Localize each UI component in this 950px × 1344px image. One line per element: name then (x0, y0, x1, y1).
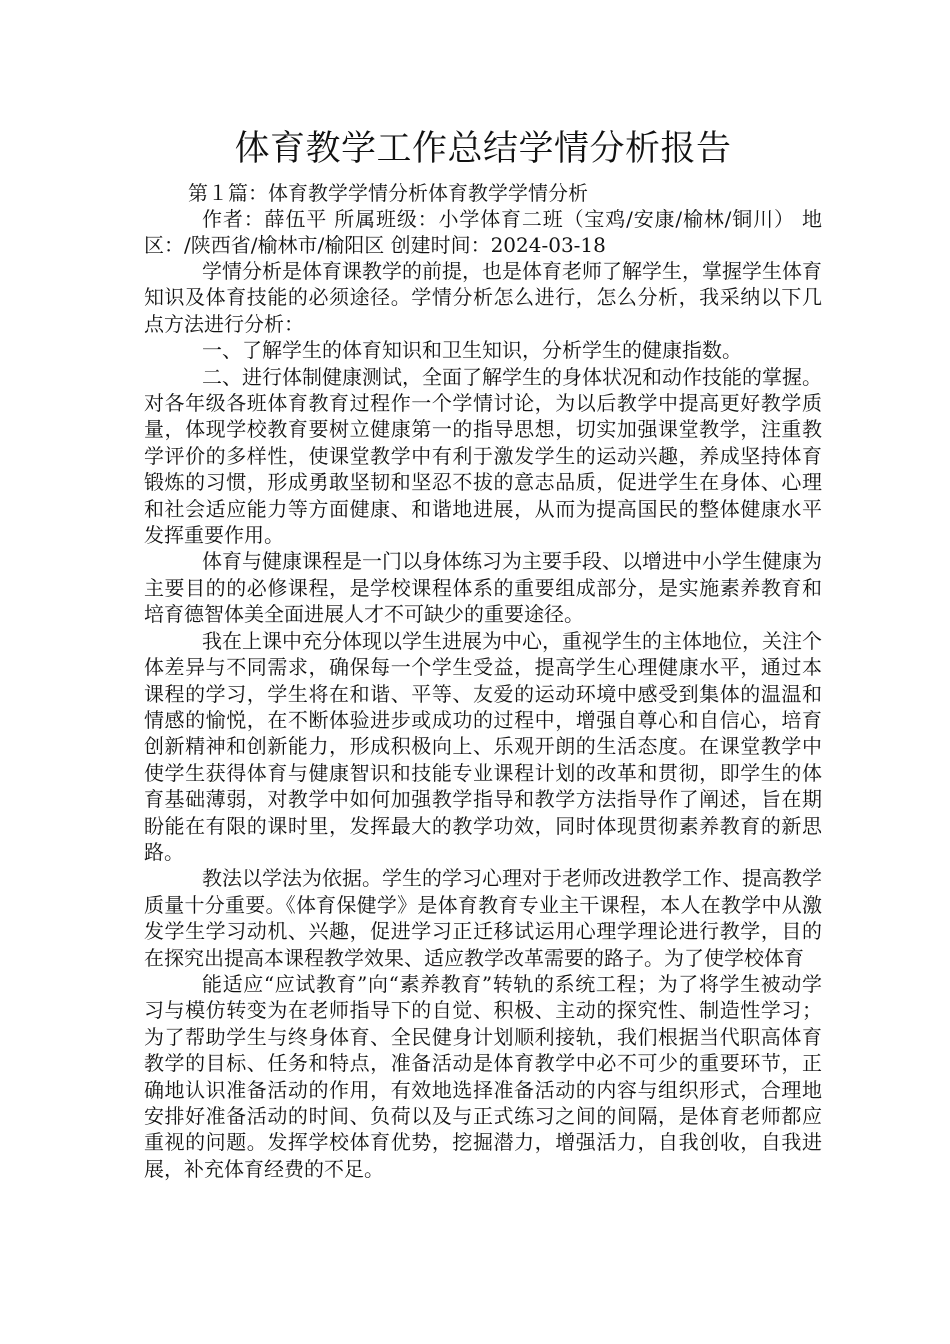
document-page (144, 120, 822, 1182)
paragraph-1: 学情分析是体育课教学的前提，也是体育老师了解学生，掌握学生体育知识及体育技能的必须途径。学情分析怎么进行，怎么分析，我采纳以下几点方法进行分析： (144, 259, 822, 336)
paragraph-7: 能适应“应试教育”向“素养教育”转轨的系统工程；为了将学生被动学习与模仿转变为在老师指导下的自觉、积极、主动的探究性、制造性学习；为了帮助学生与终身体育、全民健身计划顺利接轨，我们根据当代职高体育教学的目标、任务和特点，准备活动是体育教学中必不可少的重要环节，正确地认识准备活动的作用，有效地选择准备活动的内容与组织形式，合理地安排好准备活动的时间、负荷以及与正式练习之间的间隔，是体育老师都应重视的问题。发挥学校体育优势，挖掘潜力，增强活力，自我创收，自我进展，补充体育经费的不足。 (144, 971, 822, 1181)
paragraph-2: 一、了解学生的体育知识和卫生知识，分析学生的健康指数。 (202, 338, 742, 363)
paragraph-5: 我在上课中充分体现以学生进展为中心，重视学生的主体地位，关注个体差异与不同需求，确保每一个学生受益，提高学生心理健康水平，通过本课程的学习，学生将在和谐、平等、友爱的运动环境中感受到集体的温温和情感的愉悦，在不断体验进步或成功的过程中，增强自尊心和自信心，培育创新精神和创新能力，形成积极向上、乐观开朗的生活态度。在课堂教学中使学生获得体育与健康智识和技能专业课程计划的改革和贯彻，即学生的体育基础薄弱，对教学中如何加强教学指导和教学方法指导作了阐述，旨在期盼能在有限的课时里，发挥最大的教学功效，同时体现贯彻素养教育的新思路。 (144, 628, 822, 864)
paragraph-3: 二、进行体制健康测试，全面了解学生的身体状况和动作技能的掌握。对各年级各班体育教育过程作一个学情讨论，为以后教学中提高更好教学质量，体现学校教育要树立健康第一的指导思想，切实加强课堂教学，注重教学评价的多样性，使课堂教学中有利于激发学生的运动兴趣，养成坚持体育锻炼的习惯，形成勇敢坚韧和坚忍不拔的意志品质，促进学生在身体、心理和社会适应能力等方面健康、和谐地进展，从而为提高国民的整体健康水平发挥重要作用。 (144, 364, 822, 548)
document-title: 体育教学工作总结学情分析报告 (234, 129, 732, 169)
document-subtitle: 第１篇：体育教学学情分析体育教学学情分析 (188, 181, 588, 205)
paragraph-6: 教法以学法为依据。学生的学习心理对于老师改进教学工作、提高教学质量十分重要。《体育保健学》是体育教育专业主干课程，本人在教学中从激发学生学习动机、兴趣，促进学习正迁移试运用心理学理论进行教学，目的在探究出提高本课程教学效果、适应教学改革需要的路子。为了使学校体育 (144, 866, 822, 970)
document-meta: 作者：薛伍平 所属班级：小学体育二班（宝鸡/安康/榆林/铜川） 地区：/陕西省/榆林市/榆阳区 创建时间：2024-03-18 (144, 207, 822, 257)
paragraph-4: 体育与健康课程是一门以身体练习为主要手段、以增进中小学生健康为主要目的的必修课程，是学校课程体系的重要组成部分，是实施素养教育和培育德智体美全面进展人才不可缺少的重要途径。 (144, 549, 822, 627)
